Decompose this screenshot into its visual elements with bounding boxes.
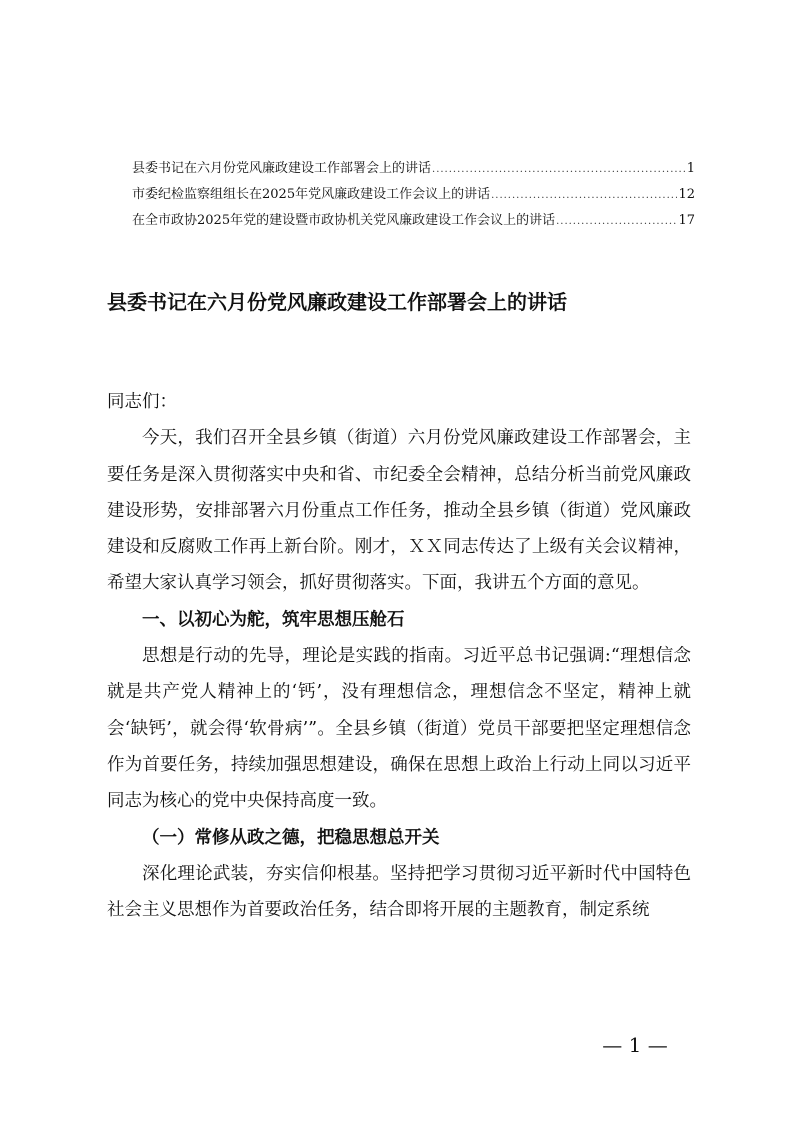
toc-entry-title: 县委书记在六月份党风廉政建设工作部署会上的讲话 — [132, 161, 432, 176]
section-heading: 一、以初心为舵，筑牢思想压舱石 — [142, 609, 405, 630]
toc-entry-page: 17 — [678, 213, 695, 228]
toc-entry[interactable] — [132, 182, 695, 208]
greeting: 同志们： — [107, 392, 177, 412]
toc-entry-title: 市委纪检监察组组长在2025年党风廉政建设工作会议上的讲话 — [132, 187, 491, 202]
subsection-heading: （一）常修从政之德，把稳思想总开关 — [142, 827, 440, 848]
subsection-paragraph: 深化理论武装，夯实信仰根基。坚持把学习贯彻习近平新时代中国特色社会主义思想作为首要政治任务，结合即将开展的主题教育，制定系统 — [107, 863, 691, 921]
intro-paragraph: 今天，我们召开全县乡镇（街道）六月份党风廉政建设工作部署会，主要任务是深入贯彻落实中央和省、市纪委全会精神，总结分析当前党风廉政建设形势，安排部署六月份重点工作任务，推动全县乡镇（街道）党风廉政建设和反腐败工作再上新台阶。刚才，ＸＸ同志传达了上级有关会议精神，希望大家认真学习领会，抓好贯彻落实。下面，我讲五个方面的意见。 — [107, 428, 691, 594]
document-body — [107, 384, 691, 928]
toc-entry[interactable] — [132, 156, 695, 182]
toc-leader-dots — [556, 209, 677, 235]
toc-entry-page: 12 — [678, 187, 695, 202]
table-of-contents — [132, 156, 695, 234]
toc-entry-page: 1 — [686, 161, 695, 176]
toc-entry[interactable] — [132, 208, 695, 234]
section-paragraph: 思想是行动的先导，理论是实践的指南。习近平总书记强调:“理想信念就是共产党人精神上的‘钙’，没有理想信念，理想信念不坚定，精神上就会‘缺钙’，就会得‘软骨病’”。全县乡镇（街道）党员干部要把坚定理想信念作为首要任务，持续加强思想建设，确保在思想上政治上行动上同以习近平同志为核心的党中央保持高度一致。 — [107, 646, 691, 812]
toc-leader-dots — [491, 183, 677, 209]
document-title: 县委书记在六月份党风廉政建设工作部署会上的讲话 — [107, 290, 567, 314]
toc-entry-title: 在全市政协2025年党的建设暨市政协机关党风廉政建设工作会议上的讲话 — [132, 213, 556, 228]
toc-leader-dots — [432, 157, 686, 183]
page-number: — 1 — — [602, 1033, 668, 1057]
